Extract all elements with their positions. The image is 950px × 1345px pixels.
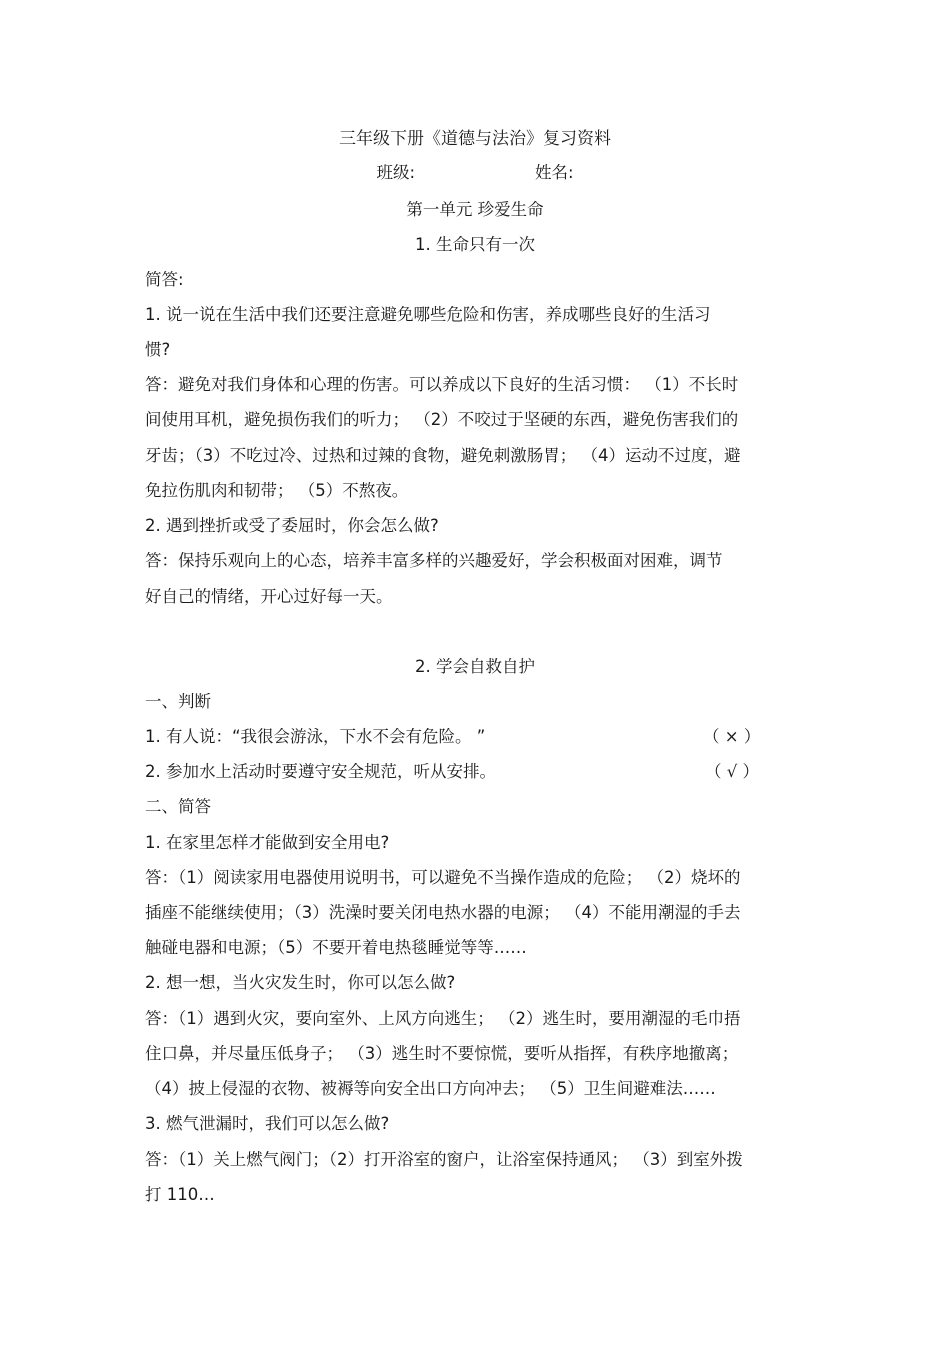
judge-item: 2. 参加水上活动时要遵守安全规范，听从安排。 [145, 762, 496, 781]
lesson2-q1: 1. 在家里怎样才能做到安全用电? [145, 833, 390, 852]
class-name-row [0, 163, 950, 183]
class-label: 班级: [376, 163, 415, 182]
lesson1-a1-line: 答：避免对我们身体和心理的伤害。可以养成以下良好的生活习惯： （1）不长时 [145, 375, 739, 394]
lesson2-a2-line: 住口鼻，并尽量压低身子； （3）逃生时不要惊慌，要听从指挥，有秩序地撤离； [145, 1044, 739, 1063]
lesson1-a1-line: 免拉伤肌肉和韧带； （5）不熬夜。 [145, 481, 409, 500]
lesson2-title: 2. 学会自救自护 [415, 657, 535, 676]
short-answer-section: 二、简答 [145, 797, 211, 816]
lesson1-a2-line: 好自己的情绪，开心过好每一天。 [145, 587, 393, 606]
lesson2-a3-line: 答：（1）关上燃气阀门；（2）打开浴室的窗户，让浴室保持通风； （3）到室外拨 [145, 1150, 743, 1169]
lesson1-q2: 2. 遇到挫折或受了委屈时，你会怎么做? [145, 516, 439, 535]
lesson1-section: 简答: [145, 270, 184, 289]
lesson2-a1-line: 答：（1）阅读家用电器使用说明书，可以避免不当操作造成的危险； （2）烧坏的 [145, 868, 741, 887]
judge-section: 一、判断 [145, 692, 211, 711]
lesson1-a1-line: 牙齿；（3）不吃过冷、过热和过辣的食物，避免刺激肠胃； （4）运动不过度，避 [145, 446, 741, 465]
judge-answer: （ √ ） [705, 762, 760, 781]
lesson2-a2-line: 答：（1）遇到火灾，要向室外、上风方向逃生； （2）逃生时，要用潮湿的毛巾捂 [145, 1009, 741, 1028]
judge-answer: （ × ） [703, 727, 761, 746]
lesson1-q1-line: 1. 说一说在生活中我们还要注意避免哪些危险和伤害，养成哪些良好的生活习 [145, 305, 711, 324]
lesson2-a1-line: 触碰电器和电源；（5）不要开着电热毯睡觉等等…… [145, 938, 527, 957]
lesson1-q1-line: 惯? [145, 340, 171, 359]
name-label: 姓名: [535, 163, 574, 182]
lesson2-q3: 3. 燃气泄漏时，我们可以怎么做? [145, 1114, 390, 1133]
lesson1-a2-line: 答：保持乐观向上的心态，培养丰富多样的兴趣爱好，学会积极面对困难，调节 [145, 551, 723, 570]
lesson1-a1-line: 间使用耳机，避免损伤我们的听力； （2）不咬过于坚硬的东西，避免伤害我们的 [145, 410, 739, 429]
lesson2-a1-line: 插座不能继续使用；（3）洗澡时要关闭电热水器的电源； （4）不能用潮湿的手去 [145, 903, 741, 922]
lesson1-title: 1. 生命只有一次 [415, 235, 535, 254]
lesson2-a2-line: （4）披上侵湿的衣物、被褥等向安全出口方向冲去； （5）卫生间避难法…… [145, 1079, 716, 1098]
document-title: 三年级下册《道德与法治》复习资料 [339, 129, 611, 149]
judge-item: 1. 有人说：“我很会游泳，下水不会有危险。 ” [145, 727, 486, 746]
lesson2-a3-line: 打 110… [145, 1185, 215, 1204]
unit-title: 第一单元 珍爱生命 [406, 200, 544, 219]
lesson2-q2: 2. 想一想，当火灾发生时，你可以怎么做? [145, 973, 456, 992]
